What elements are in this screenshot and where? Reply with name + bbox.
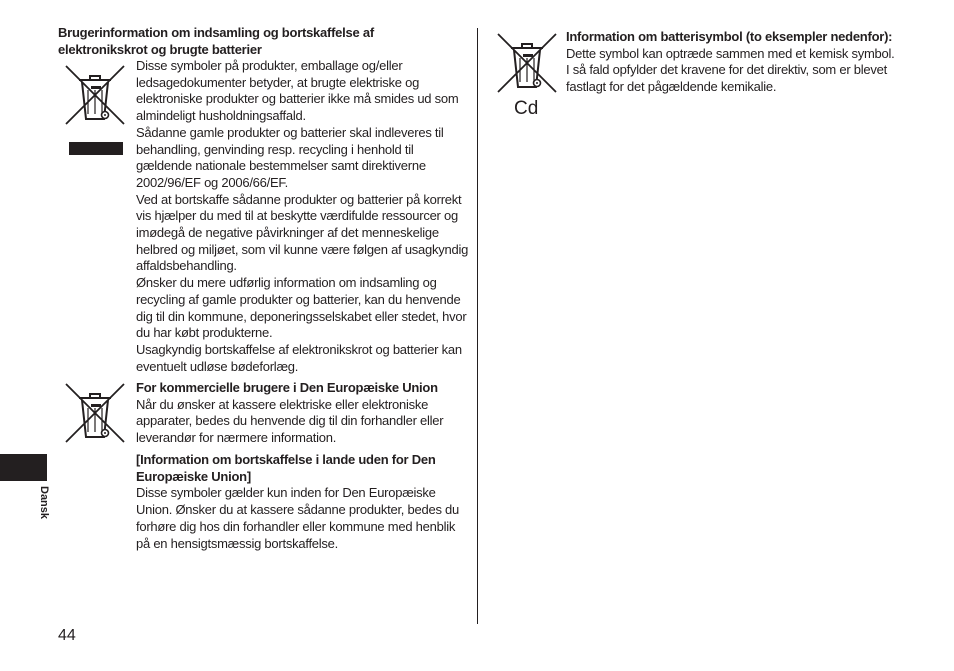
paragraph: Ønsker du mere udførlig information om indsamling og recycling af gamle produkter og batterier, kan du henvende dig til din kommune, deponeringsselskabet eller stedet, hvor du har købt produkterne. [136,275,467,341]
weee-crossed-bin-icon [62,380,128,446]
paragraph: Disse symboler på produkter, emballage og/eller ledsagedokumenter betyder, at brugte elektriske og elektroniske produkter og batterier ikke må smides ud som almindeligt husholdningsaffald. [136,58,459,124]
section2-body: Når du ønsker at kassere elektriske eller elektroniske apparater, bedes du henvende dig til din forhandler eller leverandør for nærmere information. [136,396,444,446]
language-tab [0,454,47,481]
battery-info-heading: Information om batterisymbol (to eksempler nedenfor): [566,29,893,44]
section3-body: Disse symboler gælder kun inden for Den Europæiske Union. Ønsker du at kassere sådanne produkter, bedes du forhøre dig hos din forhandler eller kommune med henblik på en hensigtsmæssig bortskaffelse. [136,485,460,551]
column-divider [477,28,478,624]
battery-info-body: Dette symbol kan optræde sammen med et kemisk symbol. I så fald opfylder det kravene for det direktiv, som er blevet fastlagt for det pågældende kemikalie. [566,45,895,95]
paragraph: Ved at bortskaffe sådanne produkter og batterier på korrekt vis hjælper du med til at beskytte værdifulde ressourcer og imødegå de negative påvirkninger af det menneskelige helbred og miljøet, som vil kunne være følgen af usagkyndig affaldsbehandling. [136,191,469,274]
section-title: Brugerinformation om indsamling og bortskaffelse af elektronikskrot og brugte batterier [58,25,374,57]
section1-body [136,58,470,375]
symbol-underline-bar [69,142,123,155]
section2-heading: For kommercielle brugere i Den Europæiske Union [136,380,438,395]
section3 [136,452,470,552]
battery-symbol-info [566,29,896,96]
language-label: Dansk [38,486,50,520]
chemical-symbol: Cd [514,98,539,119]
paragraph: Usagkyndig bortskaffelse af elektronikskrot og batterier kan eventuelt udløse bødeforlæg. [136,341,462,374]
paragraph: Sådanne gamle produkter og batterier skal indleveres til behandling, genvinding resp. recycling i henhold til gældende nationale bestemmelser samt direktiverne 2002/96/EF og 2006/66/EF. [136,124,444,190]
section2 [136,380,470,447]
page-number: 44 [58,627,76,644]
weee-crossed-bin-icon [62,62,128,128]
section3-heading: [Information om bortskaffelse i lande uden for Den Europæiske Union] [136,452,436,484]
